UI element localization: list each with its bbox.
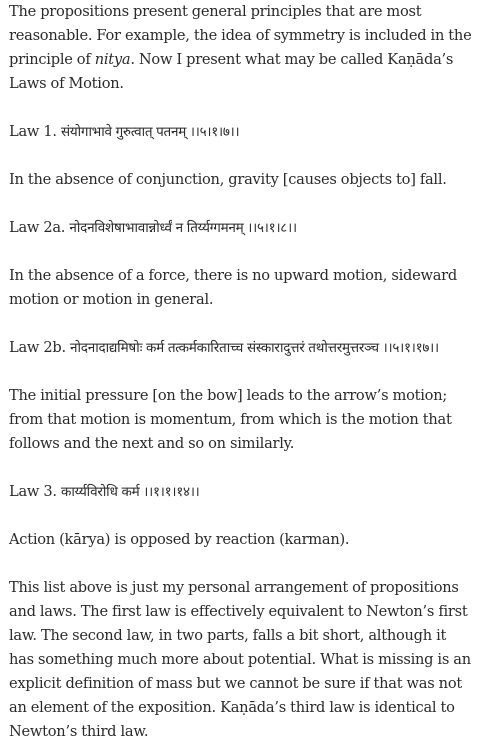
law-1-statement [9,120,475,144]
intro-text-part1: The propositions present general principles that are most reasonable. For example, the idea of symmetry is included in the principle of [9,3,472,68]
law-2a-translation: In the absence of a force, there is no upward motion, sideward motion or motion in general. [9,267,458,308]
law-2a-statement [9,216,475,240]
law-2b-sanskrit: नोदनादाद्यमिषोः कर्म तत्कर्मकारिताच्च संस्कारादुत्तरं तथोत्तरमुत्तरञ्च ।।५।१।१७।। [70,340,439,356]
law-1-label: Law 1. [9,123,57,140]
law-2a-sanskrit: नोदनविशेषाभावान्नोर्ध्वं न तिर्य्यग्गमनम् ।।५।१।८।। [69,220,297,236]
law-2b-translation: The initial pressure [on the bow] leads to the arrow’s motion; from that motion is momentum, from which is the motion that follows and the next and so on similarly. [9,387,452,452]
law-3-sanskrit: कार्य्यविरोधि कर्म ।।१।१।१४।। [60,484,200,500]
law-2a-label: Law 2a. [9,219,66,236]
conclusion-paragraph: This list above is just my personal arrangement of propositions and laws. The first law is effectively equivalent to Newton’s first law. The second law, in two parts, falls a bit short, although it has something much more about potential. What is missing is an explicit definition of mass but we cannot be sure if that was not an element of the exposition. Kaṇāda’s third law is identical to Newton’s third law. [9,579,471,740]
law-3-statement [9,480,475,504]
law-1-sanskrit: संयोगाभावे गुरुत्वात् पतनम् ।।५।१।७।। [60,124,240,140]
intro-text-part2: . Now I present what may be called Kaṇāda’s Laws of Motion. [9,51,454,92]
law-3-translation: Action (kārya) is opposed by reaction (karman). [9,531,350,548]
law-1-translation: In the absence of conjunction, gravity [causes objects to] fall. [9,171,447,188]
law-2b-label: Law 2b. [9,339,66,356]
intro-italic-term: nitya [94,51,131,68]
intro-paragraph [9,0,475,96]
law-2b-statement [9,336,475,360]
law-3-label: Law 3. [9,483,57,500]
article-body [9,0,475,744]
